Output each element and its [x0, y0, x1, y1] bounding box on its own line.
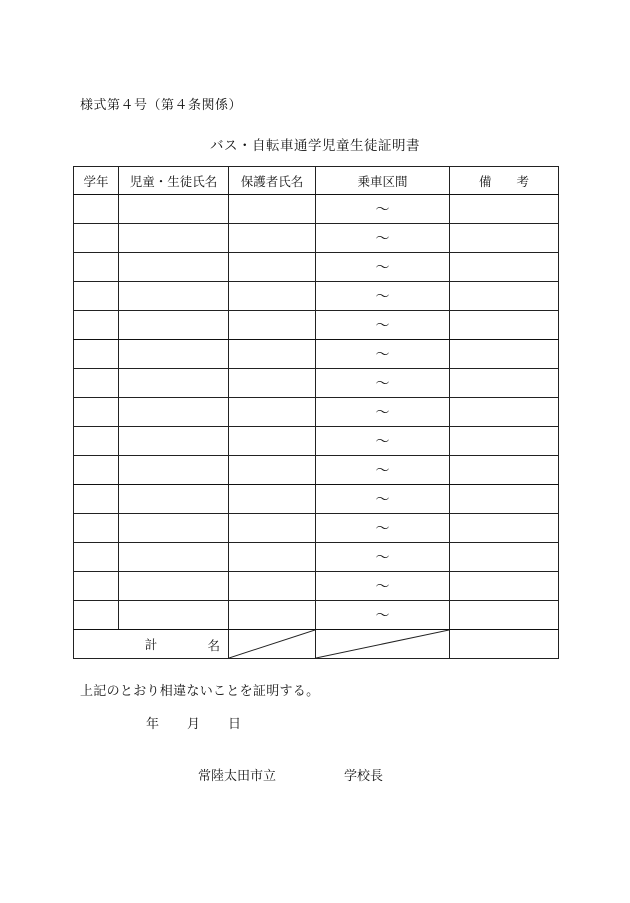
route-cell[interactable] — [316, 369, 450, 398]
total-row — [74, 630, 559, 659]
route-cell[interactable] — [316, 311, 450, 340]
remarks-cell[interactable] — [450, 195, 559, 224]
route-separator: ～ — [375, 231, 390, 247]
table-row — [74, 340, 559, 369]
route-cell[interactable] — [316, 427, 450, 456]
student-name-cell[interactable] — [119, 398, 229, 427]
guardian-name-cell[interactable] — [229, 427, 316, 456]
form-number: 様式第４号（第４条関係） — [80, 98, 243, 113]
table-row — [74, 543, 559, 572]
student-name-cell[interactable] — [119, 456, 229, 485]
grade-cell[interactable] — [74, 572, 119, 601]
table-row — [74, 456, 559, 485]
route-cell[interactable] — [316, 572, 450, 601]
grade-cell[interactable] — [74, 340, 119, 369]
guardian-name-cell[interactable] — [229, 369, 316, 398]
student-name-cell[interactable] — [119, 427, 229, 456]
student-name-cell[interactable] — [119, 601, 229, 630]
student-name-cell[interactable] — [119, 224, 229, 253]
grade-cell[interactable] — [74, 311, 119, 340]
route-separator: ～ — [375, 434, 390, 450]
route-separator: ～ — [375, 405, 390, 421]
remarks-cell[interactable] — [450, 253, 559, 282]
signature-line — [198, 765, 383, 784]
document-title: バス・自転車通学児童生徒証明書 — [210, 138, 420, 154]
student-name-cell[interactable] — [119, 195, 229, 224]
table-row — [74, 485, 559, 514]
column-header-student-name: 児童・生徒氏名 — [119, 167, 229, 195]
grade-cell[interactable] — [74, 224, 119, 253]
student-name-cell[interactable] — [119, 253, 229, 282]
student-name-cell[interactable] — [119, 543, 229, 572]
route-separator: ～ — [375, 202, 390, 218]
student-name-cell[interactable] — [119, 369, 229, 398]
date-day-label: 日 — [228, 717, 242, 732]
guardian-name-cell[interactable] — [229, 340, 316, 369]
guardian-name-cell[interactable] — [229, 398, 316, 427]
guardian-name-cell[interactable] — [229, 224, 316, 253]
remarks-cell[interactable] — [450, 572, 559, 601]
grade-cell[interactable] — [74, 398, 119, 427]
grade-cell[interactable] — [74, 427, 119, 456]
guardian-name-cell[interactable] — [229, 456, 316, 485]
table-row — [74, 195, 559, 224]
grade-cell[interactable] — [74, 195, 119, 224]
route-cell[interactable] — [316, 398, 450, 427]
route-cell[interactable] — [316, 224, 450, 253]
date-line — [146, 713, 241, 732]
route-separator: ～ — [375, 463, 390, 479]
route-separator: ～ — [375, 260, 390, 276]
grade-cell[interactable] — [74, 543, 119, 572]
total-route-crossed-cell — [316, 630, 450, 659]
remarks-cell[interactable] — [450, 398, 559, 427]
remarks-cell[interactable] — [450, 427, 559, 456]
remarks-cell[interactable] — [450, 485, 559, 514]
certificate-table — [73, 166, 559, 659]
total-guardian-crossed-cell — [229, 630, 316, 659]
route-separator: ～ — [375, 521, 390, 537]
route-cell[interactable] — [316, 253, 450, 282]
column-header-route: 乗車区間 — [316, 167, 450, 195]
guardian-name-cell[interactable] — [229, 195, 316, 224]
guardian-name-cell[interactable] — [229, 514, 316, 543]
route-cell[interactable] — [316, 485, 450, 514]
grade-cell[interactable] — [74, 253, 119, 282]
table-row — [74, 369, 559, 398]
student-name-cell[interactable] — [119, 340, 229, 369]
column-header-grade: 学年 — [74, 167, 119, 195]
route-cell[interactable] — [316, 543, 450, 572]
date-year-label: 年 — [146, 717, 160, 732]
route-cell[interactable] — [316, 195, 450, 224]
remarks-cell[interactable] — [450, 601, 559, 630]
table-header-row — [74, 167, 559, 195]
column-header-guardian-name: 保護者氏名 — [229, 167, 316, 195]
route-cell[interactable] — [316, 340, 450, 369]
diagonal-line — [316, 630, 449, 658]
grade-cell[interactable] — [74, 485, 119, 514]
total-unit: 名 — [207, 638, 220, 653]
route-cell[interactable] — [316, 456, 450, 485]
route-separator: ～ — [375, 608, 390, 624]
table-row — [74, 282, 559, 311]
remarks-cell[interactable] — [450, 514, 559, 543]
guardian-name-cell[interactable] — [229, 253, 316, 282]
route-separator: ～ — [375, 579, 390, 595]
student-name-cell[interactable] — [119, 514, 229, 543]
student-name-cell[interactable] — [119, 311, 229, 340]
diagonal-line — [229, 630, 315, 658]
table-row — [74, 311, 559, 340]
route-separator: ～ — [375, 492, 390, 508]
student-name-cell[interactable] — [119, 572, 229, 601]
table-row — [74, 398, 559, 427]
guardian-name-cell[interactable] — [229, 601, 316, 630]
route-separator: ～ — [375, 318, 390, 334]
grade-cell[interactable] — [74, 369, 119, 398]
grade-cell[interactable] — [74, 456, 119, 485]
grade-cell[interactable] — [74, 514, 119, 543]
grade-cell[interactable] — [74, 282, 119, 311]
certification-statement: 上記のとおり相違ないことを証明する。 — [80, 684, 320, 699]
route-separator: ～ — [375, 347, 390, 363]
total-label: 計 — [144, 637, 158, 652]
date-month-label: 月 — [187, 717, 201, 732]
route-cell[interactable] — [316, 514, 450, 543]
table-row — [74, 427, 559, 456]
remarks-cell[interactable] — [450, 224, 559, 253]
route-cell[interactable] — [316, 282, 450, 311]
table-row — [74, 572, 559, 601]
guardian-name-cell[interactable] — [229, 543, 316, 572]
grade-cell[interactable] — [74, 601, 119, 630]
table-row — [74, 601, 559, 630]
student-name-cell[interactable] — [119, 485, 229, 514]
remarks-cell[interactable] — [450, 340, 559, 369]
table-row — [74, 253, 559, 282]
student-name-cell[interactable] — [119, 282, 229, 311]
remarks-cell[interactable] — [450, 311, 559, 340]
table-row — [74, 224, 559, 253]
school-city-label: 常陸太田市立 — [198, 769, 277, 784]
principal-label: 学校長 — [344, 769, 384, 784]
column-header-remarks: 備 考 — [450, 167, 559, 195]
remarks-cell[interactable] — [450, 369, 559, 398]
route-cell[interactable] — [316, 601, 450, 630]
remarks-cell[interactable] — [450, 282, 559, 311]
route-separator: ～ — [375, 289, 390, 305]
table-row — [74, 514, 559, 543]
route-separator: ～ — [375, 550, 390, 566]
guardian-name-cell[interactable] — [229, 485, 316, 514]
remarks-cell[interactable] — [450, 543, 559, 572]
remarks-cell[interactable] — [450, 456, 559, 485]
total-remarks-cell — [450, 630, 559, 659]
guardian-name-cell[interactable] — [229, 572, 316, 601]
route-separator: ～ — [375, 376, 390, 392]
guardian-name-cell[interactable] — [229, 311, 316, 340]
guardian-name-cell[interactable] — [229, 282, 316, 311]
total-cell — [74, 630, 229, 659]
